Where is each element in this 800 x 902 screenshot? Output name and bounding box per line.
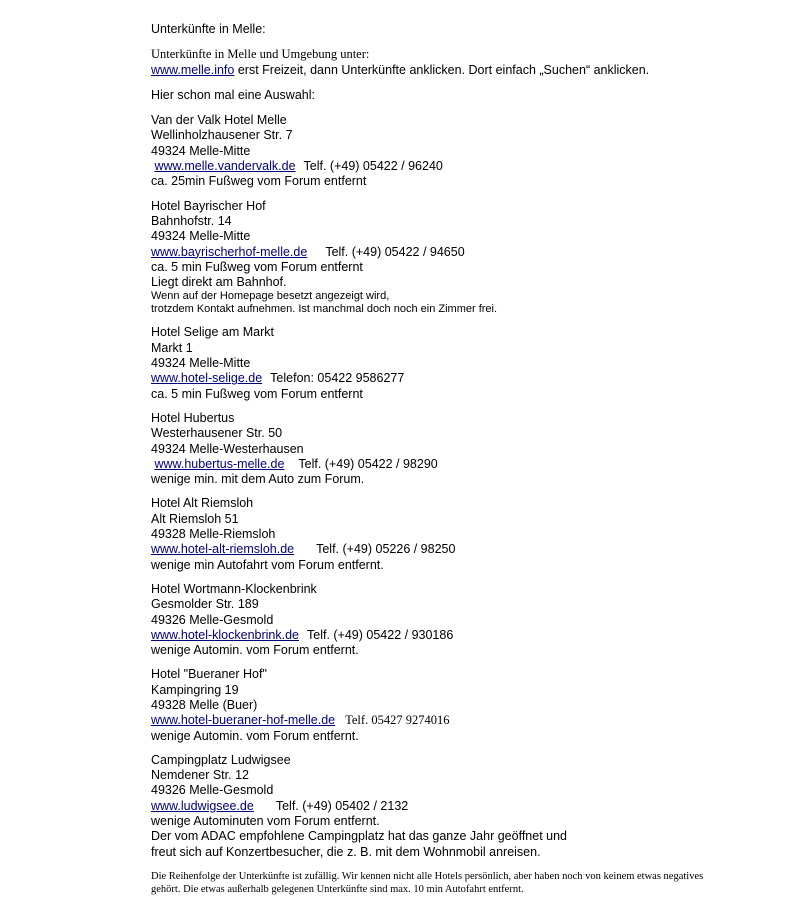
hotel-website-link[interactable]: www.hotel-selige.de <box>151 371 263 386</box>
hotel-contact <box>151 245 771 260</box>
hotel-distance: wenige Automin. vom Forum entfernt. <box>151 728 359 743</box>
hotel-street: Kampingring 19 <box>151 682 239 697</box>
hotel-website-link[interactable]: www.bayrischerhof-melle.de <box>151 244 308 259</box>
hotel-entry <box>151 113 771 189</box>
hotel-street: Gesmolder Str. 189 <box>151 597 259 612</box>
footer-note: Die Reihenfolge der Unterkünfte ist zufällig. Wir kennen nicht alle Hotels persönlich, aber haben noch von keinem etwas negatives gehört. Die etwas außerhalb gelegenen Unterkünfte sind max. 10 min Autofahrt entfernt. <box>151 870 704 895</box>
hotel-distance: wenige min. mit dem Auto zum Forum. <box>151 472 365 487</box>
hotel-phone: Telf. (+49) 05422 / 930186 <box>307 627 454 642</box>
hotel-name: Hotel Alt Riemsloh <box>151 496 254 511</box>
hotel-distance: ca. 25min Fußweg vom Forum entfernt <box>151 174 367 189</box>
selection-heading: Hier schon mal eine Auswahl: <box>151 87 315 102</box>
hotel-distance: ca. 5 min Fußweg vom Forum entfernt <box>151 259 363 274</box>
hotel-name: Hotel Hubertus <box>151 410 235 425</box>
hotel-note: Der vom ADAC empfohlene Campingplatz hat das ganze Jahr geöffnet und <box>151 829 567 844</box>
hotel-city: 49324 Melle-Mitte <box>151 229 251 244</box>
hotel-street: Markt 1 <box>151 340 193 355</box>
hotel-name: Van der Valk Hotel Melle <box>151 113 287 128</box>
hotel-entry <box>151 411 771 487</box>
hotel-distance: wenige Autominuten vom Forum entfernt. <box>151 814 380 829</box>
hotel-distance: ca. 5 min Fußweg vom Forum entfernt <box>151 386 363 401</box>
hotel-distance: wenige Automin. vom Forum entfernt. <box>151 643 359 658</box>
hotel-contact <box>151 371 771 386</box>
hotel-phone: Telf. (+49) 05226 / 98250 <box>316 542 456 557</box>
hotel-entry <box>151 325 771 401</box>
hotel-city: 49324 Melle-Westerhausen <box>151 441 304 456</box>
hotel-website-link[interactable]: www.hubertus-melle.de <box>154 456 285 471</box>
hotel-entry <box>151 753 771 860</box>
hotel-contact <box>151 457 771 472</box>
hotel-street: Nemdener Str. 12 <box>151 768 249 783</box>
hotel-phone: Telf. 05427 9274016 <box>345 713 450 728</box>
hotel-street: Alt Riemsloh 51 <box>151 511 239 526</box>
hotel-entry <box>151 199 771 317</box>
hotel-city: 49328 Melle (Buer) <box>151 697 258 712</box>
hotel-contact <box>151 628 771 643</box>
hotel-distance: wenige min Autofahrt vom Forum entfernt. <box>151 557 384 572</box>
hotel-city: 49328 Melle-Riemsloh <box>151 527 276 542</box>
hotel-note: Wenn auf der Homepage besetzt angezeigt wird, <box>151 290 390 303</box>
hotel-contact <box>151 799 771 814</box>
hotel-name: Hotel "Bueraner Hof" <box>151 667 267 682</box>
hotel-name: Hotel Selige am Markt <box>151 325 274 340</box>
hotel-street: Westerhausener Str. 50 <box>151 426 283 441</box>
melle-info-link[interactable]: www.melle.info <box>151 62 235 77</box>
intro-line: Unterkünfte in Melle und Umgebung unter: <box>151 47 370 62</box>
hotel-contact <box>151 713 771 728</box>
page-title: Unterkünfte in Melle: <box>151 22 266 36</box>
hotel-name: Campingplatz Ludwigsee <box>151 752 291 767</box>
hotel-website-link[interactable]: www.hotel-klockenbrink.de <box>151 627 299 642</box>
hotel-entry <box>151 496 771 572</box>
hotel-entry <box>151 667 771 743</box>
hotel-contact <box>151 542 771 557</box>
hotel-entry <box>151 582 771 658</box>
hotel-street: Bahnhofstr. 14 <box>151 213 232 228</box>
hotel-city: 49324 Melle-Mitte <box>151 143 251 158</box>
hotel-phone: Telf. (+49) 05422 / 96240 <box>303 159 443 174</box>
hotel-street: Wellinholzhausener Str. 7 <box>151 128 293 143</box>
hotel-website-link[interactable]: www.hotel-alt-riemsloh.de <box>151 542 295 557</box>
hotel-note: Liegt direkt am Bahnhof. <box>151 275 287 290</box>
hotel-city: 49326 Melle-Gesmold <box>151 783 274 798</box>
hotel-website-link[interactable]: www.hotel-bueraner-hof-melle.de <box>151 713 336 728</box>
hotel-phone: Telf. (+49) 05402 / 2132 <box>275 798 409 813</box>
hotel-website-link[interactable]: www.melle.vandervalk.de <box>154 159 296 174</box>
hotel-note: freut sich auf Konzertbesucher, die z. B. mit dem Wohnmobil anreisen. <box>151 844 541 859</box>
hotel-city: 49326 Melle-Gesmold <box>151 612 274 627</box>
hotel-phone: Telf. (+49) 05422 / 94650 <box>325 244 465 259</box>
hotel-name: Hotel Wortmann-Klockenbrink <box>151 581 317 596</box>
hotel-name: Hotel Bayrischer Hof <box>151 198 266 213</box>
hotel-city: 49324 Melle-Mitte <box>151 356 251 371</box>
hotel-note: trotzdem Kontakt aufnehmen. Ist manchmal doch noch ein Zimmer frei. <box>151 303 498 316</box>
intro-text <box>151 63 771 78</box>
intro-instructions: erst Freizeit, dann Unterkünfte anklicken. Dort einfach „Suchen“ anklicken. <box>234 62 650 77</box>
hotel-phone: Telf. (+49) 05422 / 98290 <box>298 456 438 471</box>
hotel-contact <box>151 159 771 174</box>
intro <box>151 47 771 78</box>
document <box>151 22 771 896</box>
hotel-website-link[interactable]: www.ludwigsee.de <box>151 798 254 813</box>
hotel-phone: Telefon: 05422 9586277 <box>270 371 405 386</box>
